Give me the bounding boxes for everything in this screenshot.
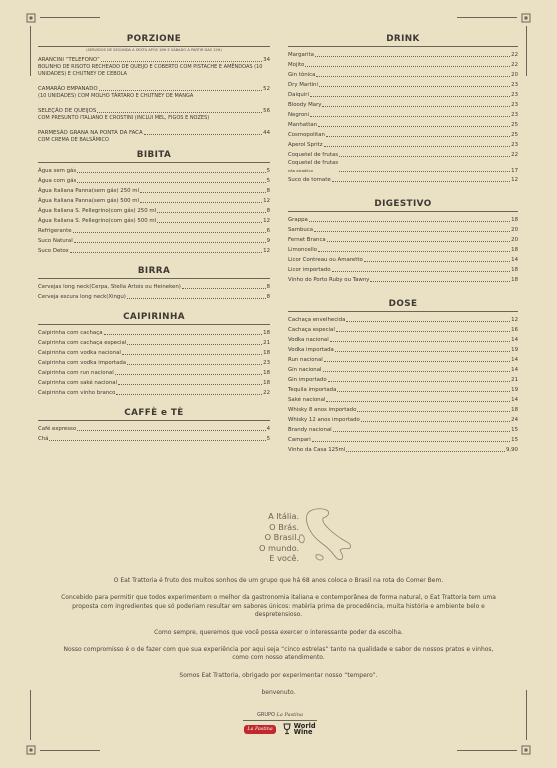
dot-leader (328, 381, 511, 382)
item-price: 15 (511, 427, 518, 433)
section-drink (288, 34, 518, 185)
menu-item (288, 385, 518, 395)
menu-item (38, 106, 270, 122)
dot-leader (122, 354, 262, 355)
menu-item (288, 215, 518, 225)
dot-leader (157, 222, 262, 223)
frame-bottom-right (457, 750, 517, 751)
item-name: Água com gás (38, 178, 77, 184)
dot-leader (326, 401, 510, 402)
item-price: 12 (263, 218, 270, 224)
section-title-caipirinha: CAIPIRINHA (38, 312, 270, 325)
item-price: 5 (266, 436, 270, 442)
brand-logos (235, 723, 325, 736)
item-price: 18 (511, 267, 518, 273)
dot-leader (305, 66, 510, 67)
item-price: 25 (511, 132, 518, 138)
slogan (259, 511, 299, 564)
item-price: 18 (511, 277, 518, 283)
frame-top-left (40, 17, 100, 18)
dot-leader (70, 252, 262, 253)
menu-item (38, 434, 270, 444)
dot-leader (324, 146, 511, 147)
frame-top-right (457, 17, 517, 18)
dot-leader (73, 232, 266, 233)
item-name: Caipirinha com vodka nacional (38, 350, 121, 356)
dot-leader (361, 421, 510, 422)
item-name: Negroni (288, 112, 310, 118)
menu-item (38, 84, 270, 100)
menu-item (288, 325, 518, 335)
dot-leader (127, 344, 262, 345)
dot-leader (310, 116, 510, 117)
dot-leader (318, 251, 510, 252)
item-price: 21 (263, 340, 270, 346)
item-price: 20 (511, 72, 518, 78)
item-price: 20 (511, 227, 518, 233)
item-price: 4 (266, 426, 270, 432)
item-name: ARANCINI “TELEFONO” (38, 57, 100, 63)
item-name: Vinho do Porto Ruby ou Tawny (288, 277, 370, 283)
menu-item (288, 365, 518, 375)
menu-item (288, 235, 518, 245)
dot-leader (97, 112, 262, 113)
section-title-digestivo: DIGESTIVO (288, 199, 518, 212)
menu-item (288, 275, 518, 285)
section-title-bibita: BIBITA (38, 150, 270, 163)
ornament-bottom-left-icon (24, 743, 38, 757)
item-name: Sambuca (288, 227, 314, 233)
item-price: 52 (263, 86, 270, 92)
menu-item (38, 186, 270, 196)
item-name: CAMARÃO EMPANADO (38, 86, 98, 92)
item-name: Caipirinha com cachaça (38, 330, 103, 336)
ornament-bottom-right-icon (519, 743, 533, 757)
item-price: 23 (511, 92, 518, 98)
section-title-porzione: PORZIONE (38, 34, 270, 47)
slogan-line: E você. (269, 553, 300, 564)
menu-item (288, 255, 518, 265)
item-name: Água Italiana S. Pellegrino(com gás) 250 ml (38, 208, 157, 214)
menu-item (288, 445, 518, 455)
item-price: 23 (511, 112, 518, 118)
la-pastina-logo: La Pastina (244, 725, 275, 734)
menu-item (288, 345, 518, 355)
menu-item (38, 358, 270, 368)
item-price: 16 (511, 327, 518, 333)
about-paragraph: Somos Eat Trattoria, obrigado por experimentar nosso “tempero”. (179, 671, 378, 679)
dot-leader (339, 156, 510, 157)
item-price: 18 (511, 407, 518, 413)
menu-item (38, 196, 270, 206)
menu-item (38, 328, 270, 338)
item-price: 23 (511, 82, 518, 88)
menu-item (38, 226, 270, 236)
menu-item (288, 425, 518, 435)
item-description: (10 UNIDADES) COM MOLHO TÁRTARO E CHUTNEY DE MANGA (38, 93, 194, 99)
item-name: Cervejas long neck(Cerpa, Stella Artois ou Heineken) (38, 284, 181, 290)
item-price: 20 (511, 237, 518, 243)
dot-leader (337, 391, 510, 392)
item-price: 6 (266, 228, 270, 234)
item-price: 23 (263, 360, 270, 366)
menu-item (288, 245, 518, 255)
item-name: Margarita (288, 52, 314, 58)
item-name: Grappa (288, 217, 308, 223)
item-name: Vodka nacional (288, 337, 329, 343)
item-name: Caipirinha com vinho branco (38, 390, 116, 396)
porzione-schedule-note: (SERVIDOS DE SEGUNDA A SEXTA APÓS 18H E SÁBADO A PARTIR DAS 12H) (86, 48, 222, 52)
item-description: COM PRESUNTO ITALIANO E CROSTINI (INCLUI MEL, FIGOS E NOZES) (38, 115, 210, 121)
item-price: 8 (266, 294, 270, 300)
world-wine-line: Wine (293, 728, 313, 737)
item-name: Café expresso (38, 426, 77, 432)
item-name: Vodka importada (288, 347, 334, 353)
dot-leader (157, 212, 265, 213)
dot-leader (319, 86, 510, 87)
item-name: Cosmopolitan (288, 132, 325, 138)
item-name: Campari (288, 437, 311, 443)
item-name: Brandy nacional (288, 427, 332, 433)
item-name: Água sem gás (38, 168, 77, 174)
dot-leader (144, 134, 263, 135)
item-name: Refrigerante (38, 228, 72, 234)
item-name: Coquetel de frutas (288, 160, 339, 166)
item-name: Água Italiana Panna(sem gás) 500 ml (38, 198, 140, 204)
menu-item (288, 175, 518, 185)
menu-item (288, 150, 518, 160)
dot-leader (339, 171, 510, 172)
dot-leader (116, 394, 262, 395)
dot-leader (323, 371, 511, 372)
dot-leader (346, 451, 505, 452)
about-text (55, 577, 502, 707)
about-paragraph: Como sempre, queremos que você possa exercer o interessante poder da escolha. (154, 628, 403, 636)
world-wine-logo (282, 723, 316, 736)
menu-item (38, 206, 270, 216)
menu-item (288, 100, 518, 110)
dot-leader (49, 440, 265, 441)
item-price: 34 (263, 57, 270, 63)
menu-item (38, 216, 270, 226)
item-price: 8 (266, 188, 270, 194)
dot-leader (312, 441, 510, 442)
menu-item (288, 435, 518, 445)
menu-item (38, 388, 270, 398)
frame-right-bottom (526, 690, 527, 740)
dot-leader (314, 231, 510, 232)
menu-item (288, 315, 518, 325)
item-price: 14 (511, 257, 518, 263)
item-price: 12 (511, 177, 518, 183)
item-name: Suco Natural (38, 238, 73, 244)
slogan-line: O mundo. (259, 542, 300, 553)
item-name: Limoncello (288, 247, 318, 253)
item-price: 21 (511, 377, 518, 383)
item-price: 18 (511, 247, 518, 253)
item-price: 19 (511, 387, 518, 393)
item-description: COM CREMA DE BALSÂMICO (38, 137, 109, 143)
dot-leader (127, 364, 262, 365)
item-price: 44 (263, 130, 270, 136)
dot-leader (346, 321, 510, 322)
item-price: 24 (511, 417, 518, 423)
item-price: 14 (511, 357, 518, 363)
item-price: 19 (511, 347, 518, 353)
menu-item (38, 166, 270, 176)
dot-leader (101, 61, 262, 62)
dot-leader (99, 90, 263, 91)
item-name: Cachaça envelhecida (288, 317, 346, 323)
item-price: 56 (263, 108, 270, 114)
item-price: 12 (263, 248, 270, 254)
item-name: Caipirinha com run nacional (38, 370, 114, 376)
item-name: Água Italiana S. Pellegrino(com gás) 500 ml (38, 218, 157, 224)
item-price: 8 (266, 284, 270, 290)
item-price: 18 (263, 350, 270, 356)
item-name: Suco Detox (38, 248, 69, 254)
frame-bottom-left (40, 750, 100, 751)
frame-right-top (526, 26, 527, 76)
item-name: Gin nacional (288, 367, 322, 373)
menu-item (288, 50, 518, 60)
item-price: 9,90 (505, 447, 518, 453)
item-price: 22 (511, 62, 518, 68)
item-name: Gin tônica (288, 72, 316, 78)
section-birra (38, 266, 270, 302)
item-name: Dry Martini (288, 82, 318, 88)
item-name: Bloody Mary (288, 102, 322, 108)
dot-leader (364, 261, 510, 262)
menu-item (288, 60, 518, 70)
about-paragraph: O Eat Trattoria é fruto dos muitos sonhos de um grupo que há 68 anos coloca o Brasil na rota do Comer Bem. (113, 577, 444, 584)
brand-divider (243, 720, 317, 721)
item-price: 14 (511, 337, 518, 343)
section-bibita (38, 150, 270, 256)
dot-leader (322, 106, 510, 107)
dot-leader (315, 56, 510, 57)
dot-leader (324, 361, 510, 362)
item-price: 8 (266, 208, 270, 214)
dot-leader (140, 192, 266, 193)
section-caffe (38, 408, 270, 444)
dot-leader (127, 298, 266, 299)
item-price: 17 (511, 168, 518, 174)
dot-leader (327, 241, 510, 242)
menu-item (288, 375, 518, 385)
slogan-line: O Brasil. (264, 532, 300, 543)
frame-left-bottom (30, 690, 31, 740)
item-price: 12 (263, 198, 270, 204)
item-note: não alcoólico (288, 168, 313, 173)
dot-leader (77, 172, 265, 173)
item-price: 22 (511, 52, 518, 58)
item-name: Whisky 12 anos importado (288, 417, 360, 423)
world-wine-line: World (293, 722, 316, 730)
menu-item (38, 128, 270, 144)
dot-leader (330, 341, 510, 342)
menu-item (288, 120, 518, 130)
dot-leader (316, 76, 510, 77)
about-paragraph: benvenuto. (261, 689, 296, 697)
item-price: 9 (266, 238, 270, 244)
dot-leader (77, 430, 265, 431)
item-price: 15 (511, 437, 518, 443)
menu-item (288, 415, 518, 425)
item-name: Whisky 8 anos importado (288, 407, 357, 413)
item-name: Cerveja escura long neck(Xingu) (38, 294, 126, 300)
item-price: 18 (263, 370, 270, 376)
dot-leader (77, 182, 265, 183)
item-name: Run nacional (288, 357, 323, 363)
dot-leader (118, 384, 262, 385)
group-label-text: GRUPO (257, 712, 275, 718)
item-price: 22 (263, 390, 270, 396)
wine-glass-icon (282, 723, 292, 735)
item-price: 18 (263, 330, 270, 336)
item-name: Mojito (288, 62, 305, 68)
menu-item (288, 355, 518, 365)
menu-item (38, 348, 270, 358)
group-name: La Pastina (276, 712, 303, 718)
about-paragraph: Concebido para permitir que todos experimentem o melhor da gastronomia italiana e contemporânea de forma natural, o Eat Trattoria tem uma proposta com ingredientes que só poderiam resultar em sabores únicos: matéria prima de procedência, muita história e ambiente belo e despretensioso. (61, 594, 496, 619)
dot-leader (335, 351, 510, 352)
group-label (235, 711, 325, 719)
brand-footer (235, 711, 325, 736)
section-title-birra: BIRRA (38, 266, 270, 279)
left-column (38, 34, 270, 448)
menu-item (288, 80, 518, 90)
menu-item (38, 246, 270, 256)
item-description: BOLINHO DE RISOTO RECHEADO DE QUEIJO E COBERTO COM PISTACHE E AMÊNDOAS (10 UNIDADES) E CHUTNEY DE CEBOLA (38, 64, 263, 77)
menu-item (288, 265, 518, 275)
menu-item (38, 378, 270, 388)
item-name: Cachaça especial (288, 327, 335, 333)
ornament-top-left-icon (24, 11, 38, 25)
menu-item (38, 176, 270, 186)
menu-item (38, 338, 270, 348)
item-name: Saké nacional (288, 397, 326, 403)
menu-item (38, 236, 270, 246)
dot-leader (318, 126, 510, 127)
item-name: Fernet Branca (288, 237, 326, 243)
menu-item (288, 160, 518, 175)
menu-item (288, 130, 518, 140)
item-name: SELEÇÃO DE QUEIJOS (38, 108, 97, 114)
item-name: Licor importado (288, 267, 331, 273)
item-price: 23 (511, 102, 518, 108)
frame-left-top (30, 26, 31, 76)
section-title-drink: DRINK (288, 34, 518, 47)
dot-leader (357, 411, 510, 412)
menu-item (38, 55, 270, 78)
item-price: 5 (266, 168, 270, 174)
slogan-line: A Itália. (268, 511, 300, 521)
item-name: Suco de tomate (288, 177, 331, 183)
item-price: 18 (263, 380, 270, 386)
item-name: Manhattan (288, 122, 318, 128)
menu-item (38, 368, 270, 378)
item-name: Tequila importada (288, 387, 337, 393)
item-name: Gin importado (288, 377, 327, 383)
item-name: Caipirinha com cachaça especial (38, 340, 127, 346)
section-caipirinha (38, 312, 270, 398)
item-price: 22 (511, 152, 518, 158)
menu-item (38, 424, 270, 434)
dot-leader (140, 202, 262, 203)
item-name: Aperol Spritz (288, 142, 323, 148)
ornament-top-right-icon (519, 11, 533, 25)
dot-leader (333, 431, 510, 432)
item-price: 5 (266, 178, 270, 184)
menu-item (288, 90, 518, 100)
menu-item (288, 335, 518, 345)
item-name: Coquetel de frutas (288, 152, 339, 158)
section-digestivo (288, 199, 518, 285)
dot-leader (74, 242, 266, 243)
about-paragraph: Nosso compromisso é o de fazer com que sua experiência por aqui seja “cinco estrelas” tanto na qualidade e sabor de nossos pratos e vinhos, como com nosso atendimento. (63, 646, 494, 662)
section-dose (288, 299, 518, 455)
dot-leader (115, 374, 262, 375)
menu-item (288, 225, 518, 235)
section-title-dose: DOSE (288, 299, 518, 312)
section-title-caffe: CAFFÈ e TÈ (38, 408, 270, 421)
slogan-line: O Brás. (269, 521, 300, 532)
item-price: 18 (511, 217, 518, 223)
dot-leader (310, 96, 510, 97)
item-name-wrap (288, 160, 338, 175)
dot-leader (332, 181, 510, 182)
dot-leader (104, 334, 263, 335)
menu-item (288, 140, 518, 150)
item-name: Água Italiana Panna(sem gás) 250 ml (38, 188, 140, 194)
menu-item (288, 405, 518, 415)
menu-item (38, 282, 270, 292)
item-name: Licor Contreau ou Amaretto (288, 257, 363, 263)
dot-leader (370, 281, 510, 282)
item-name: Vinho da Casa 125ml (288, 447, 346, 453)
dot-leader (332, 271, 511, 272)
item-name: PARMESÃO GRANA NA PONTA DA FACA (38, 130, 143, 136)
dot-leader (326, 136, 510, 137)
item-name: Daiquiri (288, 92, 310, 98)
menu-item (38, 292, 270, 302)
item-price: 14 (511, 397, 518, 403)
item-price: 25 (511, 122, 518, 128)
menu-item (288, 110, 518, 120)
item-price: 23 (511, 142, 518, 148)
menu-item (288, 70, 518, 80)
menu-item (288, 395, 518, 405)
item-price: 12 (511, 317, 518, 323)
section-porzione (38, 34, 270, 144)
item-name: Chá (38, 436, 49, 442)
right-column (288, 34, 518, 459)
item-price: 14 (511, 367, 518, 373)
dot-leader (309, 221, 510, 222)
dot-leader (336, 331, 510, 332)
dot-leader (182, 288, 266, 289)
item-name: Caipirinha com saké nacional (38, 380, 118, 386)
item-name: Caipirinha com vodka importada (38, 360, 127, 366)
